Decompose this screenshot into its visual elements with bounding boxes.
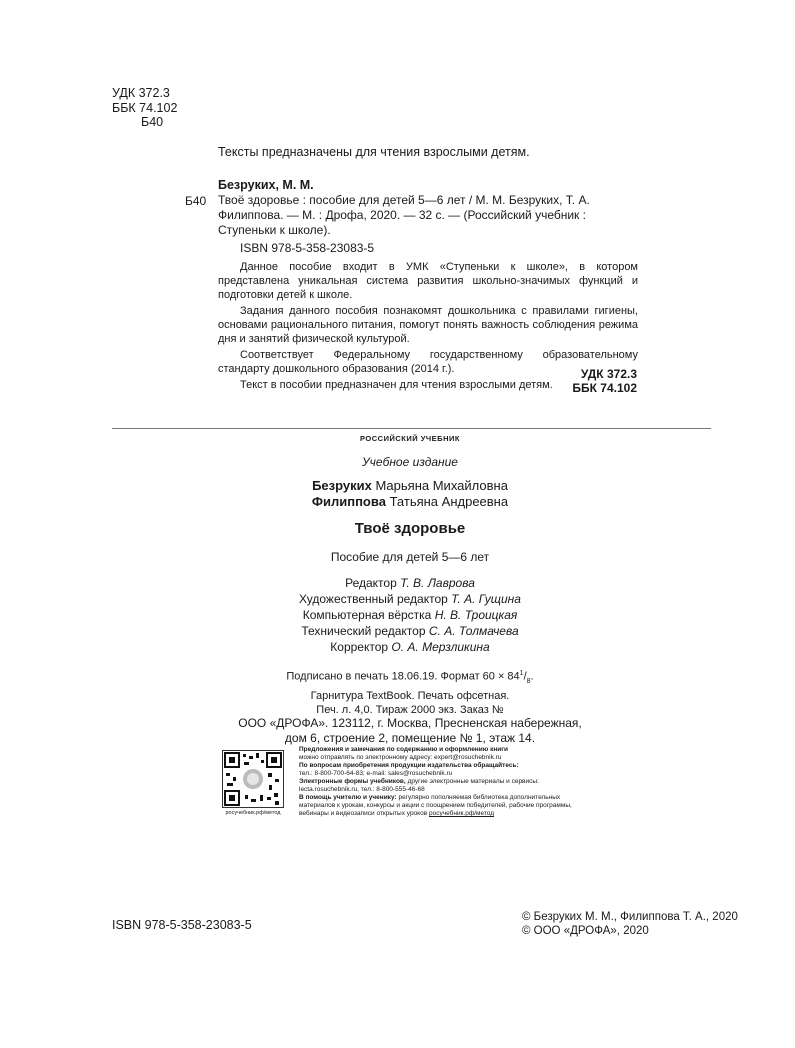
book-title: Твоё здоровье [354, 520, 466, 537]
udk-block-right [572, 367, 637, 395]
staff-role: Технический редактор [301, 624, 426, 638]
staff-credits [200, 575, 620, 655]
reading-note: Тексты предназначены для чтения взрослыми детям. [218, 145, 530, 159]
staff-person: С. А. Толмачева [428, 624, 519, 638]
copyright-block [522, 910, 738, 938]
printing-details [200, 667, 620, 717]
contact-heading: В помощь учителю и ученику: [299, 794, 397, 801]
staff-person: Т. В. Лаврова [400, 576, 475, 590]
contact-line [299, 778, 639, 786]
publisher-contacts [299, 746, 639, 818]
biblio-isbn: ISBN 978-5-358-23083-5 [240, 241, 375, 255]
qr-caption: росучебник.рф/метод [225, 810, 281, 816]
format-numerator: 1 [519, 670, 524, 677]
annotation-paragraph: Текст в пособии предназначен для чтения взрослыми детям. [240, 379, 553, 391]
qr-block [222, 750, 284, 816]
biblio-description: Твоё здоровье : пособие для детей 5—6 лет / М. М. Безруких, Т. А. Филиппова. — М. : Дрофа, 2020. — 32 с. — (Российский учебник : Ступеньки к школе). [218, 193, 590, 237]
staff-person: О. А. Мерзликина [391, 640, 490, 654]
copyright-line: © ООО «ДРОФА», 2020 [522, 925, 649, 937]
biblio-author-mark: Б40 [185, 194, 207, 208]
contact-text: регулярно пополняемая библиотека дополнительных [398, 794, 561, 801]
publisher-line: ООО «ДРОФА». 123112, г. Москва, Пресненская набережная, [238, 716, 582, 730]
contact-heading: Электронные формы учебников, [299, 778, 406, 785]
staff-person: Н. В. Троицкая [434, 608, 518, 622]
contact-text: lecta.rosuchebnik.ru, тел.: 8-800-555-46-68 [299, 786, 425, 793]
annotation-paragraph: Задания данного пособия познакомят дошкольника с правилами гигиены, основами рационального питания, помогут понять важность соблюдения режима дня и занятий физической культурой. [218, 305, 638, 345]
divider-line [112, 428, 711, 429]
author-given-name: Марьяна Михайловна [375, 478, 508, 493]
udk-code-right: УДК 372.3 [580, 367, 637, 381]
isbn-bottom: ISBN 978-5-358-23083-5 [112, 918, 252, 932]
staff-role: Корректор [330, 640, 389, 654]
annotation-paragraph: Соответствует Федеральному государственному образовательному стандарту дошкольного образования (2014 г.). [218, 349, 638, 375]
author-surname: Филиппова [311, 494, 386, 509]
edition-type: Учебное издание [362, 455, 458, 469]
staff-line [200, 639, 620, 655]
annotation-paragraph: Данное пособие входит в УМК «Ступеньки к школе», в котором представлена уникальная система развития школьно-значимых функций и подготовки детей к школе. [218, 261, 638, 301]
staff-line [200, 591, 620, 607]
author-mark: Б40 [141, 115, 164, 129]
publisher-address [200, 716, 620, 746]
printing-line: Печ. л. 4,0. Тираж 2000 экз. Заказ № [316, 703, 504, 716]
printing-line: Гарнитура TextBook. Печать офсетная. [310, 689, 510, 702]
copyright-line: © Безруких М. М., Филиппова Т. А., 2020 [522, 911, 738, 923]
contact-text: вебинары и видеозаписи открытых уроков [299, 810, 428, 817]
author-line [200, 494, 620, 510]
udk-block-top [112, 86, 177, 130]
staff-role: Компьютерная вёрстка [302, 608, 432, 622]
staff-person: Т. А. Гущина [451, 592, 521, 606]
authors-block [200, 478, 620, 510]
printing-line: Подписано в печать 18.06.19. Формат $60 \times 84^1/_8$. [286, 670, 534, 685]
staff-line [200, 623, 620, 639]
contact-heading: Предложения и замечания по содержанию и оформлению книги [299, 746, 508, 753]
qr-code-icon[interactable] [222, 750, 284, 808]
staff-line [200, 607, 620, 623]
book-subtitle: Пособие для детей 5—6 лет [330, 550, 490, 564]
author-line [200, 478, 620, 494]
udk-code: УДК 372.3 [112, 86, 170, 100]
bbk-code-right: ББК 74.102 [572, 381, 637, 395]
contact-text: материалов к урокам, конкурсы и акции с поощрением победителей, рабочие программы, [299, 802, 572, 809]
bibliographic-record [185, 178, 638, 394]
bbk-code: ББК 74.102 [112, 100, 178, 115]
contact-text: другие электронные материалы и сервисы: [407, 778, 539, 785]
format-denominator: 8 [526, 677, 531, 685]
contact-text: можно отправлять по электронному адресу: expert@rosuchebnik.ru [299, 754, 502, 761]
contact-line [299, 810, 639, 818]
author-given-name: Татьяна Андреевна [389, 494, 509, 509]
publisher-line: дом 6, строение 2, помещение № 1, этаж 14. [284, 731, 536, 745]
biblio-author: Безруких, М. М. [218, 178, 314, 192]
staff-line [200, 575, 620, 591]
staff-role: Редактор [345, 576, 397, 590]
contact-line [299, 794, 639, 802]
author-surname: Безруких [312, 478, 372, 493]
contact-heading: По вопросам приобретения продукции издательства обращайтесь: [299, 762, 519, 769]
method-link[interactable]: росучебник.рф/метод [428, 810, 495, 817]
contact-text: тел.: 8-800-700-64-83; e-mail: sales@rosuchebnik.ru [299, 770, 453, 777]
printing-signed: Подписано в печать 18.06.19. Формат 60 × 84 [286, 670, 520, 683]
staff-role: Художественный редактор [299, 592, 448, 606]
series-name: РОССИЙСКИЙ УЧЕБНИК [360, 434, 460, 443]
